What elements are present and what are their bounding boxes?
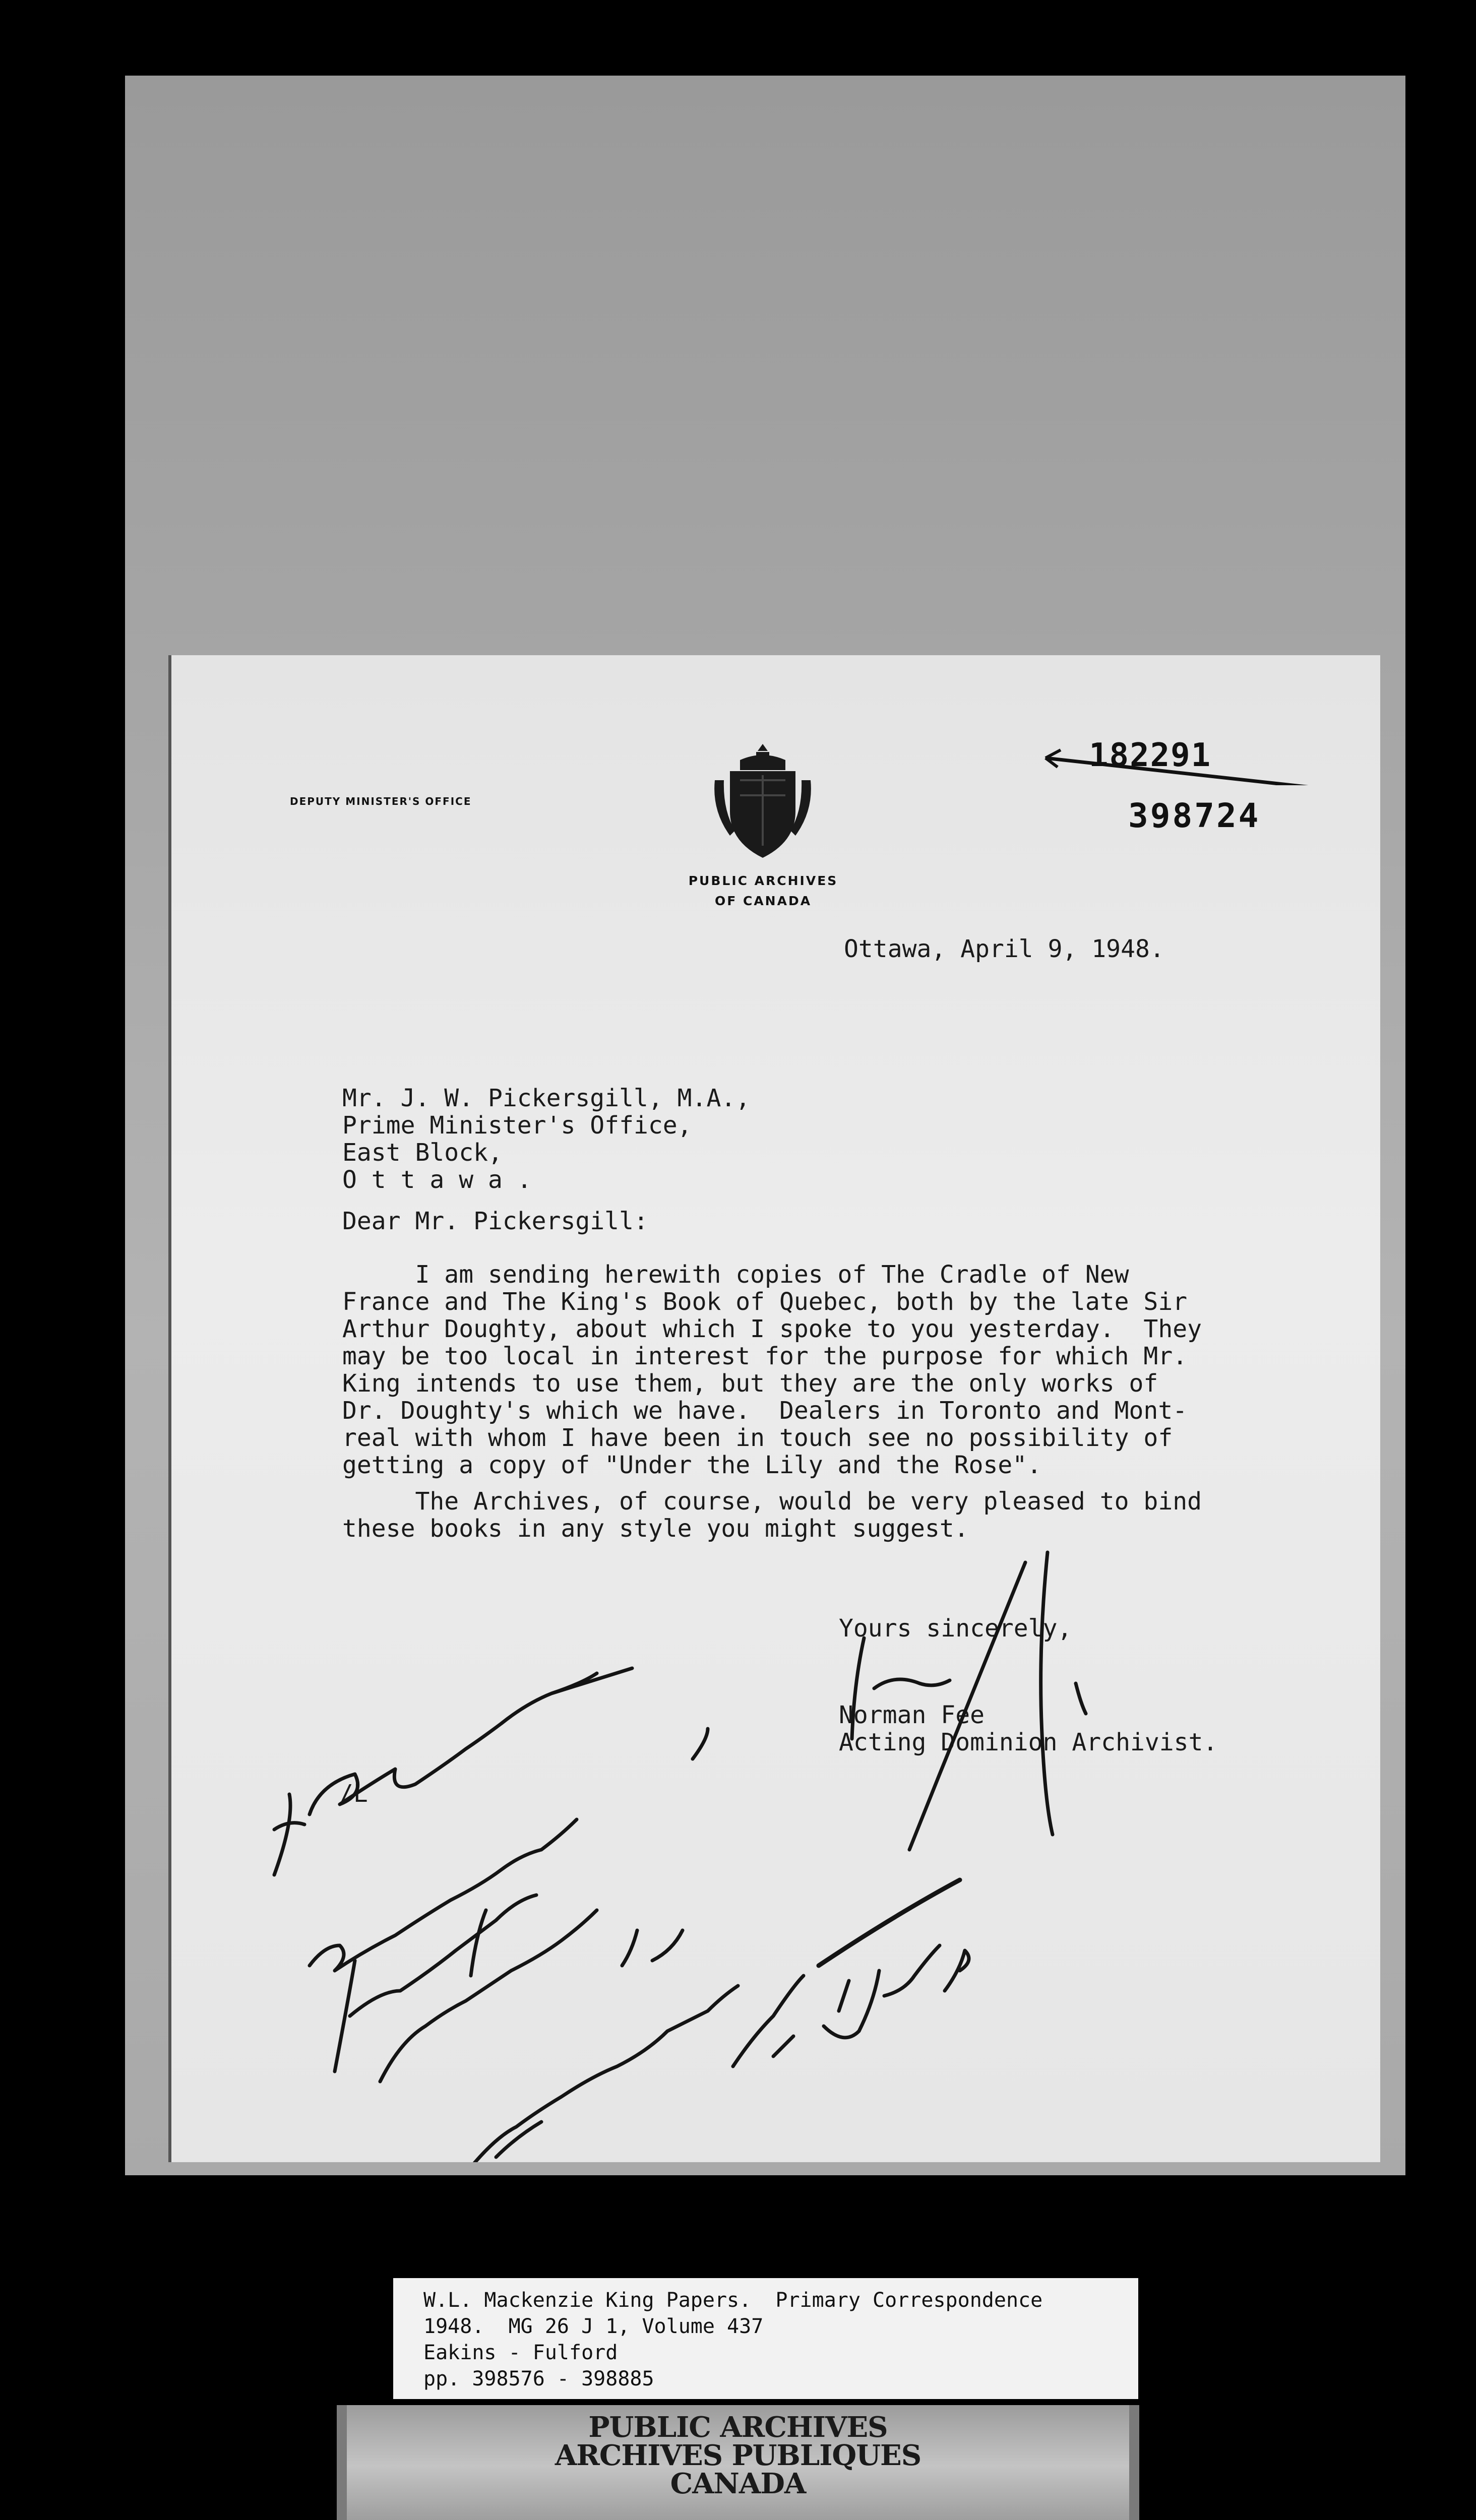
stamp-line-2: ARCHIVES PUBLIQUES (555, 2439, 921, 2472)
note-line-3 (335, 1895, 536, 2071)
typist-initials: /L (339, 1780, 368, 1808)
archives-stamp (337, 2405, 1139, 2520)
stamp-line-1: PUBLIC ARCHIVES (588, 2411, 888, 2444)
letter-page (168, 655, 1380, 2162)
letter-date: Ottawa, April 9, 1948. (844, 935, 1164, 963)
note-line-4 (380, 1910, 683, 2082)
label-line-3: Eakins - Fulford (423, 2341, 618, 2364)
note-line-5 (471, 1981, 849, 2162)
stamp-line-3: CANADA (670, 2467, 806, 2500)
note-line-6 (496, 1976, 804, 2157)
label-line-4: pp. 398576 - 398885 (423, 2367, 654, 2390)
archives-heading (672, 871, 854, 911)
body-paragraph-2: The Archives, of course, would be very pleased to bind these books in any style you might suggest. (342, 1487, 1202, 1543)
underline-mark (819, 1880, 960, 1966)
royal-crest-icon (710, 740, 816, 863)
office-heading: DEPUTY MINISTER'S OFFICE (290, 795, 472, 807)
archives-heading-line1: PUBLIC ARCHIVES (688, 873, 838, 888)
body-paragraph-1: I am sending herewith copies of The Cradle of New France and The King's Book of Quebec, both by the late Sir Arthur Doughty, about which I spoke to you yesterday. They may be too local in interest for the purpose for which Mr. King intends to use them, but they are the only works of Dr. Doughty's which we have. Dealers in Toronto and Mont- real with whom I have been in touch see no possibility of getting a copy of "Under the Lily and the Rose". (342, 1261, 1202, 1479)
document-number: 398724 (1128, 796, 1261, 835)
label-line-2: 1948. MG 26 J 1, Volume 437 (423, 2315, 764, 2338)
archive-reference-label (393, 2278, 1138, 2399)
salutation: Dear Mr. Pickersgill: (342, 1207, 648, 1235)
label-line-1: W.L. Mackenzie King Papers. Primary Correspondence (423, 2289, 1043, 2312)
note-line-2 (310, 1729, 708, 1971)
archives-heading-line2: OF CANADA (714, 894, 812, 908)
strike-through-mark (1043, 740, 1326, 785)
old-document-number: 182291 (1089, 737, 1212, 774)
note-line-1 (274, 1668, 632, 1875)
signatory-block: Norman Fee Acting Dominion Archivist. (839, 1701, 1218, 1756)
closing: Yours sincerely, (839, 1614, 1072, 1643)
recipient-address: Mr. J. W. Pickersgill, M.A., Prime Minister's Office, East Block, O t t a w a . (342, 1084, 751, 1194)
reviewer-initials (824, 1945, 969, 2038)
